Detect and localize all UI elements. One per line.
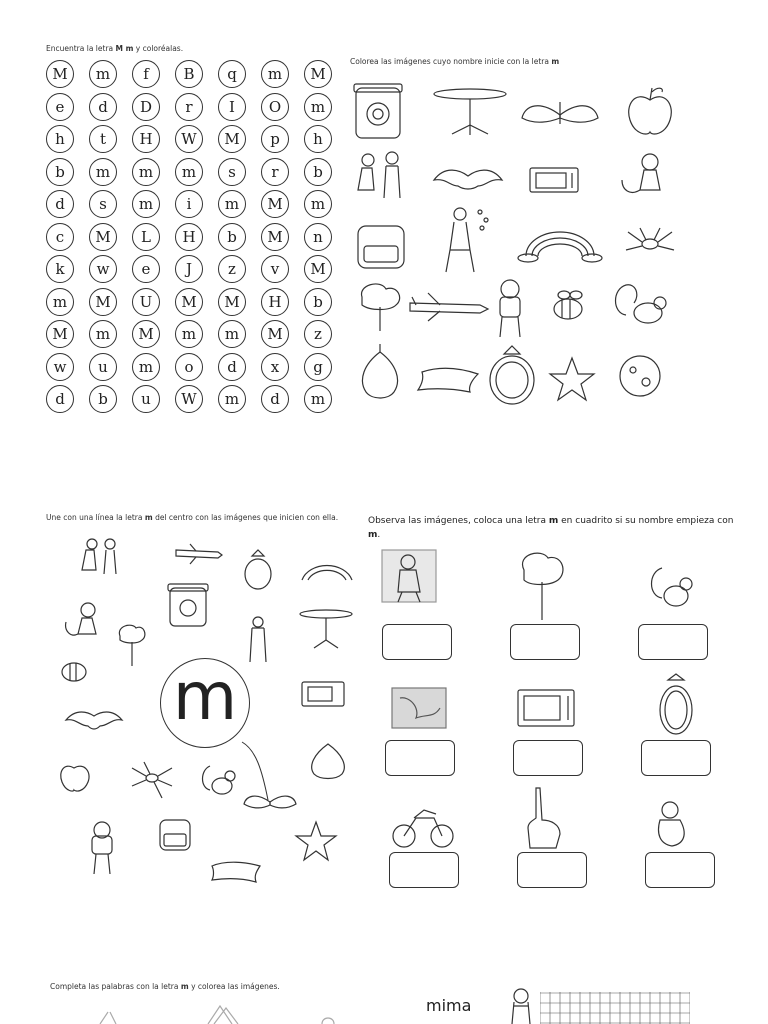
letter-circle[interactable]: M [261,223,289,251]
bat-icon [434,170,502,189]
letter-circle[interactable]: m [89,158,117,186]
letter-circle[interactable]: d [218,353,246,381]
letter-circle[interactable]: h [46,125,74,153]
letter-circle[interactable]: r [175,93,203,121]
letter-circle[interactable]: m [89,320,117,348]
answer-box-8[interactable] [517,852,587,888]
word-mima: mima [426,996,472,1015]
juggler-icon [250,617,266,662]
letter-circle[interactable]: m [304,190,332,218]
letter-circle[interactable]: g [304,353,332,381]
juggler-icon [446,208,488,272]
jar-icon [354,84,402,138]
letter-circle[interactable]: M [218,125,246,153]
backpack-icon [358,226,404,268]
letter-circle[interactable]: H [132,125,160,153]
onion-icon [362,344,397,398]
letter-circle[interactable]: d [46,385,74,413]
squirrel-icon [616,285,667,323]
answer-box-7[interactable] [389,852,459,888]
backpack-icon [160,820,190,850]
answer-box-5[interactable] [513,740,583,776]
letter-circle[interactable]: m [175,320,203,348]
letter-circle[interactable]: H [261,288,289,316]
letter-circle[interactable]: M [46,320,74,348]
letter-circle[interactable]: t [89,125,117,153]
letter-circle[interactable]: W [175,125,203,153]
letter-circle[interactable]: s [89,190,117,218]
letter-circle[interactable]: n [304,223,332,251]
letter-circle[interactable]: I [218,93,246,121]
couple-icon [82,539,116,574]
spider-icon [626,228,674,250]
star-icon [296,822,336,860]
tree-icon [522,553,562,620]
letter-circle[interactable]: m [218,190,246,218]
letter-circle[interactable]: m [46,288,74,316]
letter-circle[interactable]: M [304,60,332,88]
answer-box-1[interactable] [382,624,452,660]
answer-box-6[interactable] [641,740,711,776]
letter-circle[interactable]: M [218,288,246,316]
table-icon [434,89,506,135]
letter-circle[interactable]: p [261,125,289,153]
letter-grid [46,60,346,418]
finger-icon [528,788,560,848]
letter-circle[interactable]: z [304,320,332,348]
connect-line [242,742,268,800]
spider-icon [132,762,172,798]
tree-icon [362,284,400,331]
partial-picture-3 [322,1018,334,1024]
letter-circle[interactable]: c [46,223,74,251]
letter-circle[interactable]: q [218,60,246,88]
letter-circle[interactable]: m [175,158,203,186]
letter-circle[interactable]: O [261,93,289,121]
observe-pictures [380,548,720,858]
letter-circle[interactable]: e [46,93,74,121]
table-icon [300,610,352,648]
instruction-complete-words: Completa las palabras con la letra m y colorea las imágenes. [50,982,280,991]
letter-circle[interactable]: b [304,158,332,186]
woman-icon [382,550,436,602]
butterfly-icon [244,796,296,808]
letter-circle[interactable]: m [132,158,160,186]
butterfly-icon [522,102,598,124]
couple-icon [358,152,400,198]
bat-icon [66,712,122,729]
letter-circle[interactable]: B [175,60,203,88]
ring-icon [245,550,271,589]
letter-circle[interactable]: b [218,223,246,251]
letter-circle[interactable]: m [132,353,160,381]
letter-circle[interactable]: x [261,353,289,381]
partial-pictures [90,1004,350,1024]
letter-circle[interactable]: f [132,60,160,88]
letter-circle[interactable]: M [46,60,74,88]
girl-icon [659,802,685,846]
letter-circle[interactable]: J [175,255,203,283]
letter-circle[interactable]: M [132,320,160,348]
ring-icon [660,674,692,734]
letter-circle[interactable]: M [261,190,289,218]
letter-circle[interactable]: r [261,158,289,186]
letter-circle[interactable]: s [218,158,246,186]
letter-circle[interactable]: k [46,255,74,283]
letter-circle[interactable]: b [89,385,117,413]
letter-circle[interactable]: o [175,353,203,381]
letter-circle[interactable]: u [132,385,160,413]
pillow-icon [212,862,260,882]
rainbow-icon [302,565,352,580]
letter-circle[interactable]: i [175,190,203,218]
map-icon [392,688,446,728]
answer-box-4[interactable] [385,740,455,776]
bee-icon [62,663,86,681]
letter-circle[interactable]: m [132,190,160,218]
letter-circle[interactable]: e [132,255,160,283]
star-icon [550,358,594,400]
answer-box-9[interactable] [645,852,715,888]
astronaut-icon [500,280,520,337]
letter-circle[interactable]: w [46,353,74,381]
letter-circle[interactable]: D [132,93,160,121]
letter-circle[interactable]: m [218,320,246,348]
writing-grid[interactable] [540,992,690,1024]
instruction-observe: Observa las imágenes, coloca una letra m en cuadrito si su nombre empieza con m. [368,516,734,540]
letter-circle[interactable]: M [261,320,289,348]
letter-circle[interactable]: d [46,190,74,218]
letter-circle[interactable]: m [304,385,332,413]
answer-box-2[interactable] [510,624,580,660]
answer-box-3[interactable] [638,624,708,660]
letter-circle[interactable]: H [175,223,203,251]
letter-circle[interactable]: u [89,353,117,381]
microwave-icon [518,690,574,726]
letter-circle[interactable]: z [218,255,246,283]
microwave-icon [530,168,578,192]
letter-circle[interactable]: w [89,255,117,283]
letter-circle[interactable]: M [89,288,117,316]
bee-icon [554,291,582,319]
monkey-icon [622,154,660,192]
picture-grid [350,80,710,410]
ring-icon [490,346,534,404]
airplane-icon [410,293,488,321]
pillow-icon [418,368,478,392]
apple-icon [629,88,672,134]
letter-circle[interactable]: h [304,125,332,153]
instruction-color-pictures: Colorea las imágenes cuyo nombre inicie con la letra m [350,57,560,66]
letter-circle[interactable]: m [261,60,289,88]
letter-circle[interactable]: m [304,93,332,121]
airplane-icon [176,544,222,564]
instruction-connect: Une con una línea la letra m del centro con las imágenes que inicien con ella. [46,513,339,522]
microwave-icon [302,682,344,706]
jar-icon [168,584,208,626]
partial-picture-1 [100,1012,116,1024]
monkey-icon [66,603,96,635]
letter-circle[interactable]: M [304,255,332,283]
moon-icon [620,356,660,396]
onion-icon [312,744,345,779]
letter-circle[interactable]: m [89,60,117,88]
letter-circle[interactable]: d [261,385,289,413]
squirrel-icon [203,766,236,794]
center-letter-m: m [160,658,250,748]
letter-circle[interactable]: m [218,385,246,413]
letter-circle[interactable]: U [132,288,160,316]
squirrel-icon [652,568,693,606]
instruction-find-letter: Encuentra la letra M m y coloréalas. [46,44,184,53]
letter-circle[interactable]: b [304,288,332,316]
letter-circle[interactable]: b [46,158,74,186]
letter-circle[interactable]: d [89,93,117,121]
letter-circle[interactable]: M [175,288,203,316]
letter-circle[interactable]: W [175,385,203,413]
letter-circle[interactable]: L [132,223,160,251]
partial-picture-2 [208,1006,238,1024]
apple-icon [61,766,89,791]
motorcycle-icon [393,810,453,847]
mom-icon [506,986,536,1024]
letter-circle[interactable]: v [261,255,289,283]
astronaut-icon [92,822,112,874]
letter-circle[interactable]: M [89,223,117,251]
tree-icon [119,625,145,666]
rainbow-icon [518,232,602,262]
